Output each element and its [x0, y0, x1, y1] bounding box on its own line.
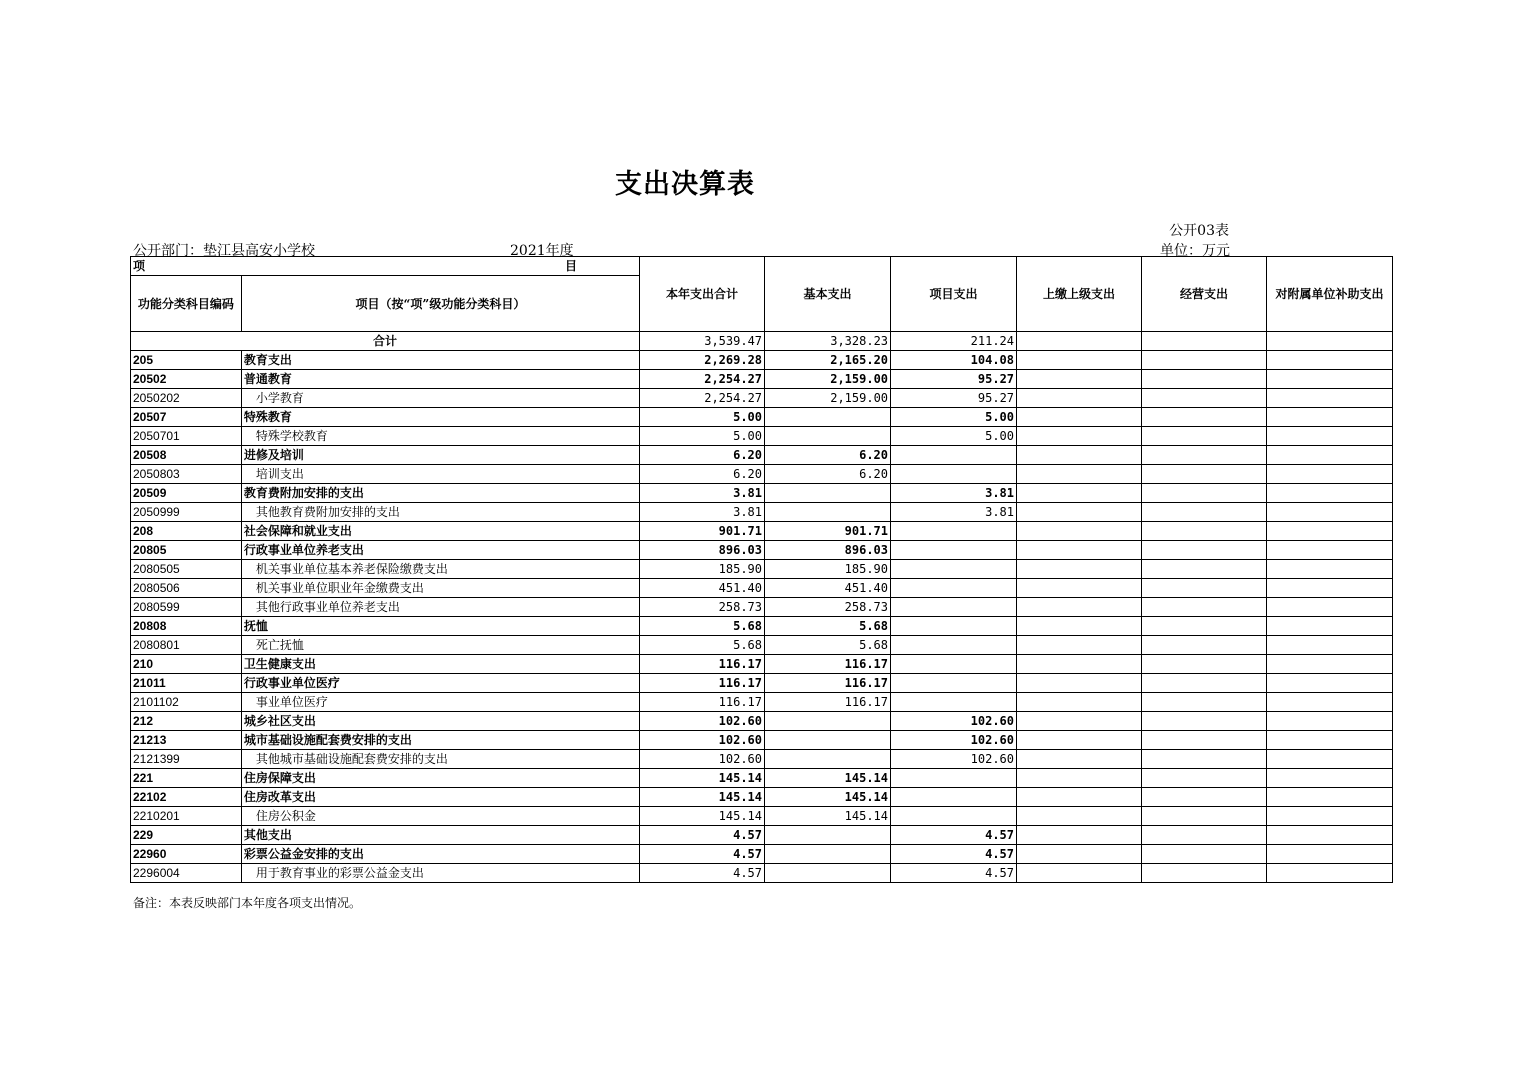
row-total: 3.81 [640, 503, 765, 522]
row-name: 特殊学校教育 [241, 427, 639, 446]
row-superior [1017, 788, 1142, 807]
row-basic [765, 503, 891, 522]
row-total: 6.20 [640, 465, 765, 484]
row-superior [1017, 826, 1142, 845]
table-row [131, 617, 1393, 636]
row-subsidy [1267, 655, 1393, 674]
row-superior [1017, 693, 1142, 712]
row-code: 2050803 [131, 465, 242, 484]
row-project [891, 560, 1017, 579]
table-row [131, 351, 1393, 370]
row-project: 4.57 [891, 826, 1017, 845]
unit-label: 单位：万元 [1160, 243, 1230, 259]
row-code: 210 [131, 655, 242, 674]
row-project [891, 693, 1017, 712]
row-code: 20509 [131, 484, 242, 503]
row-subsidy [1267, 427, 1393, 446]
row-superior [1017, 389, 1142, 408]
row-business [1142, 389, 1267, 408]
row-subsidy [1267, 484, 1393, 503]
row-total: 116.17 [640, 693, 765, 712]
table-row [131, 370, 1393, 389]
row-code: 20808 [131, 617, 242, 636]
row-superior [1017, 712, 1142, 731]
expenditure-table [130, 256, 1393, 883]
row-business [1142, 503, 1267, 522]
row-code: 20805 [131, 541, 242, 560]
row-project: 102.60 [891, 712, 1017, 731]
row-subsidy [1267, 788, 1393, 807]
row-business [1142, 826, 1267, 845]
row-name: 住房改革支出 [241, 788, 639, 807]
row-basic: 2,159.00 [765, 370, 891, 389]
row-total: 102.60 [640, 731, 765, 750]
footnote: 备注：本表反映部门本年度各项支出情况。 [133, 896, 362, 910]
row-name: 进修及培训 [241, 446, 639, 465]
row-superior [1017, 503, 1142, 522]
row-project: 3.81 [891, 484, 1017, 503]
row-name: 其他支出 [241, 826, 639, 845]
row-subsidy [1267, 636, 1393, 655]
row-basic [765, 864, 891, 883]
row-subsidy [1267, 693, 1393, 712]
row-name: 机关事业单位职业年金缴费支出 [241, 579, 639, 598]
row-code: 212 [131, 712, 242, 731]
row-subsidy [1267, 864, 1393, 883]
row-superior [1017, 351, 1142, 370]
total-project: 211.24 [891, 332, 1017, 351]
row-basic [765, 845, 891, 864]
total-superior [1017, 332, 1142, 351]
row-subsidy [1267, 579, 1393, 598]
row-basic: 145.14 [765, 788, 891, 807]
row-name: 机关事业单位基本养老保险缴费支出 [241, 560, 639, 579]
year-label: 2021年度 [510, 243, 574, 259]
row-total: 5.00 [640, 408, 765, 427]
row-project [891, 579, 1017, 598]
row-basic [765, 712, 891, 731]
row-code: 22960 [131, 845, 242, 864]
row-superior [1017, 579, 1142, 598]
row-superior [1017, 446, 1142, 465]
row-superior [1017, 769, 1142, 788]
row-project: 95.27 [891, 370, 1017, 389]
table-row [131, 788, 1393, 807]
row-superior [1017, 541, 1142, 560]
row-project [891, 598, 1017, 617]
row-basic: 451.40 [765, 579, 891, 598]
row-project [891, 522, 1017, 541]
row-name: 卫生健康支出 [241, 655, 639, 674]
row-subsidy [1267, 712, 1393, 731]
row-business [1142, 598, 1267, 617]
table-row [131, 484, 1393, 503]
row-total: 102.60 [640, 712, 765, 731]
row-total: 2,269.28 [640, 351, 765, 370]
row-subsidy [1267, 389, 1393, 408]
row-total: 4.57 [640, 864, 765, 883]
row-name: 其他教育费附加安排的支出 [241, 503, 639, 522]
row-project: 104.08 [891, 351, 1017, 370]
row-project: 102.60 [891, 750, 1017, 769]
table-row [131, 579, 1393, 598]
row-basic: 6.20 [765, 446, 891, 465]
row-name: 抚恤 [241, 617, 639, 636]
row-code: 2080599 [131, 598, 242, 617]
row-name: 住房保障支出 [241, 769, 639, 788]
row-name: 培训支出 [241, 465, 639, 484]
row-code: 205 [131, 351, 242, 370]
table-row [131, 389, 1393, 408]
row-name: 城市基础设施配套费安排的支出 [241, 731, 639, 750]
row-basic: 901.71 [765, 522, 891, 541]
row-basic [765, 731, 891, 750]
row-subsidy [1267, 617, 1393, 636]
row-code: 21213 [131, 731, 242, 750]
table-row [131, 598, 1393, 617]
row-name: 教育支出 [241, 351, 639, 370]
row-code: 2050999 [131, 503, 242, 522]
row-business [1142, 636, 1267, 655]
total-subsidy [1267, 332, 1393, 351]
row-total: 451.40 [640, 579, 765, 598]
row-total: 145.14 [640, 807, 765, 826]
row-code: 22102 [131, 788, 242, 807]
header-business: 经营支出 [1142, 257, 1267, 332]
row-business [1142, 845, 1267, 864]
row-basic: 258.73 [765, 598, 891, 617]
row-basic: 116.17 [765, 674, 891, 693]
row-subsidy [1267, 408, 1393, 427]
row-code: 2050202 [131, 389, 242, 408]
total-label: 合计 [131, 332, 640, 351]
row-business [1142, 712, 1267, 731]
row-basic: 5.68 [765, 617, 891, 636]
header-project: 项 目 [131, 257, 640, 276]
row-code: 2080801 [131, 636, 242, 655]
row-code: 221 [131, 769, 242, 788]
row-code: 20507 [131, 408, 242, 427]
row-total: 5.00 [640, 427, 765, 446]
department-label: 公开部门：垫江县高安小学校 [133, 243, 315, 259]
row-business [1142, 655, 1267, 674]
row-total: 185.90 [640, 560, 765, 579]
row-superior [1017, 465, 1142, 484]
row-superior [1017, 807, 1142, 826]
row-subsidy [1267, 750, 1393, 769]
row-superior [1017, 674, 1142, 693]
row-total: 116.17 [640, 674, 765, 693]
row-subsidy [1267, 731, 1393, 750]
row-total: 258.73 [640, 598, 765, 617]
row-code: 2210201 [131, 807, 242, 826]
header-name: 项目（按“项”级功能分类科目） [241, 276, 639, 332]
row-name: 小学教育 [241, 389, 639, 408]
table-row [131, 560, 1393, 579]
row-code: 20508 [131, 446, 242, 465]
row-superior [1017, 864, 1142, 883]
row-superior [1017, 408, 1142, 427]
row-name: 行政事业单位医疗 [241, 674, 639, 693]
row-business [1142, 693, 1267, 712]
row-name: 城乡社区支出 [241, 712, 639, 731]
row-code: 2101102 [131, 693, 242, 712]
row-project [891, 636, 1017, 655]
row-business [1142, 731, 1267, 750]
row-business [1142, 408, 1267, 427]
row-name: 特殊教育 [241, 408, 639, 427]
row-business [1142, 465, 1267, 484]
row-basic: 2,165.20 [765, 351, 891, 370]
row-total: 4.57 [640, 845, 765, 864]
form-number: 公开03表 [1169, 223, 1229, 239]
row-project: 4.57 [891, 864, 1017, 883]
row-subsidy [1267, 541, 1393, 560]
row-business [1142, 427, 1267, 446]
row-project: 4.57 [891, 845, 1017, 864]
row-total: 5.68 [640, 636, 765, 655]
row-name: 住房公积金 [241, 807, 639, 826]
header-project-expenditure: 项目支出 [891, 257, 1017, 332]
row-superior [1017, 731, 1142, 750]
row-basic [765, 484, 891, 503]
row-total: 896.03 [640, 541, 765, 560]
row-business [1142, 560, 1267, 579]
table-row [131, 408, 1393, 427]
row-total: 2,254.27 [640, 389, 765, 408]
row-name: 彩票公益金安排的支出 [241, 845, 639, 864]
row-total: 102.60 [640, 750, 765, 769]
row-name: 其他城市基础设施配套费安排的支出 [241, 750, 639, 769]
row-total: 2,254.27 [640, 370, 765, 389]
row-basic: 896.03 [765, 541, 891, 560]
row-business [1142, 864, 1267, 883]
row-superior [1017, 522, 1142, 541]
header-superior: 上缴上级支出 [1017, 257, 1142, 332]
row-subsidy [1267, 674, 1393, 693]
row-superior [1017, 655, 1142, 674]
table-row [131, 674, 1393, 693]
row-code: 2050701 [131, 427, 242, 446]
row-name: 行政事业单位养老支出 [241, 541, 639, 560]
total-row [131, 332, 1393, 351]
row-total: 145.14 [640, 769, 765, 788]
row-code: 21011 [131, 674, 242, 693]
row-basic [765, 427, 891, 446]
row-basic: 116.17 [765, 693, 891, 712]
row-subsidy [1267, 351, 1393, 370]
row-business [1142, 484, 1267, 503]
row-project: 3.81 [891, 503, 1017, 522]
row-subsidy [1267, 370, 1393, 389]
row-code: 2080506 [131, 579, 242, 598]
table-row [131, 769, 1393, 788]
row-subsidy [1267, 598, 1393, 617]
total-basic: 3,328.23 [765, 332, 891, 351]
row-subsidy [1267, 807, 1393, 826]
row-business [1142, 617, 1267, 636]
row-subsidy [1267, 769, 1393, 788]
row-business [1142, 446, 1267, 465]
page-title: 支出决算表 [615, 169, 755, 200]
row-superior [1017, 560, 1142, 579]
row-project [891, 674, 1017, 693]
row-name: 其他行政事业单位养老支出 [241, 598, 639, 617]
total-total: 3,539.47 [640, 332, 765, 351]
row-subsidy [1267, 446, 1393, 465]
header-subsidy: 对附属单位补助支出 [1267, 257, 1393, 332]
row-subsidy [1267, 560, 1393, 579]
row-subsidy [1267, 845, 1393, 864]
row-business [1142, 750, 1267, 769]
row-code: 2080505 [131, 560, 242, 579]
row-project [891, 617, 1017, 636]
row-basic: 5.68 [765, 636, 891, 655]
row-basic: 145.14 [765, 769, 891, 788]
table-row [131, 427, 1393, 446]
row-name: 普通教育 [241, 370, 639, 389]
row-superior [1017, 598, 1142, 617]
row-basic [765, 750, 891, 769]
header-basic: 基本支出 [765, 257, 891, 332]
row-code: 229 [131, 826, 242, 845]
row-code: 2121399 [131, 750, 242, 769]
total-business [1142, 332, 1267, 351]
row-superior [1017, 845, 1142, 864]
row-project [891, 769, 1017, 788]
row-name: 社会保障和就业支出 [241, 522, 639, 541]
row-name: 死亡抚恤 [241, 636, 639, 655]
row-subsidy [1267, 826, 1393, 845]
table-row [131, 446, 1393, 465]
row-total: 4.57 [640, 826, 765, 845]
row-name: 教育费附加安排的支出 [241, 484, 639, 503]
row-project [891, 788, 1017, 807]
row-business [1142, 674, 1267, 693]
table-row [131, 522, 1393, 541]
row-superior [1017, 370, 1142, 389]
table-row [131, 541, 1393, 560]
row-basic: 116.17 [765, 655, 891, 674]
row-subsidy [1267, 503, 1393, 522]
row-total: 145.14 [640, 788, 765, 807]
table-row [131, 503, 1393, 522]
row-superior [1017, 484, 1142, 503]
row-business [1142, 788, 1267, 807]
table-row [131, 731, 1393, 750]
table-row [131, 465, 1393, 484]
row-project [891, 807, 1017, 826]
header-code: 功能分类科目编码 [131, 276, 242, 332]
row-business [1142, 370, 1267, 389]
row-business [1142, 769, 1267, 788]
row-basic: 2,159.00 [765, 389, 891, 408]
row-name: 事业单位医疗 [241, 693, 639, 712]
row-basic [765, 826, 891, 845]
row-business [1142, 541, 1267, 560]
row-total: 901.71 [640, 522, 765, 541]
row-code: 2296004 [131, 864, 242, 883]
row-project: 95.27 [891, 389, 1017, 408]
row-basic: 145.14 [765, 807, 891, 826]
row-basic: 6.20 [765, 465, 891, 484]
row-superior [1017, 427, 1142, 446]
row-business [1142, 579, 1267, 598]
table-row [131, 712, 1393, 731]
row-superior [1017, 750, 1142, 769]
row-superior [1017, 636, 1142, 655]
header-total: 本年支出合计 [640, 257, 765, 332]
row-business [1142, 351, 1267, 370]
row-total: 6.20 [640, 446, 765, 465]
table-row [131, 826, 1393, 845]
table-row [131, 864, 1393, 883]
row-code: 208 [131, 522, 242, 541]
table-row [131, 845, 1393, 864]
row-total: 3.81 [640, 484, 765, 503]
table-row [131, 655, 1393, 674]
row-superior [1017, 617, 1142, 636]
row-business [1142, 522, 1267, 541]
row-project [891, 465, 1017, 484]
row-basic: 185.90 [765, 560, 891, 579]
table-row [131, 807, 1393, 826]
row-code: 20502 [131, 370, 242, 389]
row-project [891, 446, 1017, 465]
row-business [1142, 807, 1267, 826]
row-name: 用于教育事业的彩票公益金支出 [241, 864, 639, 883]
row-total: 116.17 [640, 655, 765, 674]
row-project [891, 541, 1017, 560]
row-subsidy [1267, 465, 1393, 484]
row-total: 5.68 [640, 617, 765, 636]
row-subsidy [1267, 522, 1393, 541]
row-project: 5.00 [891, 408, 1017, 427]
table-row [131, 750, 1393, 769]
row-project: 5.00 [891, 427, 1017, 446]
table-row [131, 636, 1393, 655]
row-basic [765, 408, 891, 427]
row-project [891, 655, 1017, 674]
row-project: 102.60 [891, 731, 1017, 750]
table-row [131, 693, 1393, 712]
